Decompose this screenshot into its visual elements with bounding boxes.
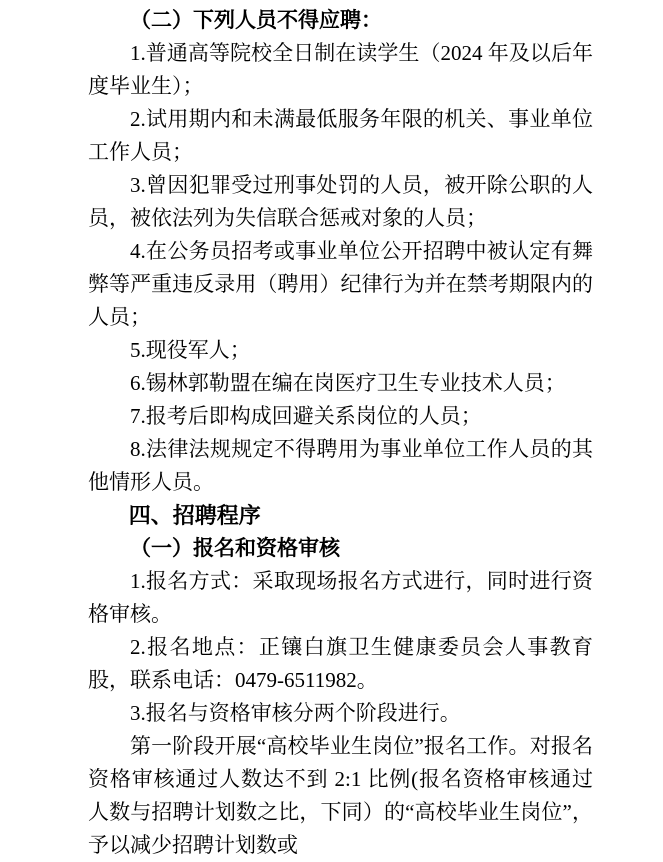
paragraph: 3.报名与资格审核分两个阶段进行。 [130,701,461,725]
paragraph: 3.曾因犯罪受过刑事处罚的人员，被开除公职的人员，被依法列为失信联合惩戒对象的人员； [88,173,593,230]
document-body [88,4,593,862]
paragraph: 6.锡林郭勒盟在编在岗医疗卫生专业技术人员； [130,371,566,395]
section-heading: （二）下列人员不得应聘： [130,8,382,32]
paragraph: 2.试用期内和未满最低服务年限的机关、事业单位工作人员； [88,107,593,164]
paragraph: 8.法律法规规定不得聘用为事业单位工作人员的其他情形人员。 [88,437,593,494]
paragraph: 7.报考后即构成回避关系岗位的人员； [130,404,482,428]
paragraph: 2.报名地点：正镶白旗卫生健康委员会人事教育股，联系电话：0479-6511982。 [88,635,593,692]
paragraph: 1.普通高等院校全日制在读学生（2024 年及以后年度毕业生）； [88,41,593,98]
section-heading: （一）报名和资格审核 [130,536,340,560]
paragraph: 4.在公务员招考或事业单位公开招聘中被认定有舞弊等严重违反录用（聘用）纪律行为并在禁考期限内的人员； [88,239,593,329]
paragraph: 第一阶段开展“高校毕业生岗位”报名工作。对报名资格审核通过人数达不到 2:1 比例(报名资格审核通过人数与招聘计划数之比，下同）的“高校毕业生岗位”，予以减少招聘计划数或 [88,734,593,857]
paragraph: 1.报名方式：采取现场报名方式进行，同时进行资格审核。 [88,569,593,626]
section-heading: 四、招聘程序 [128,503,261,528]
paragraph: 5.现役军人； [130,338,251,362]
